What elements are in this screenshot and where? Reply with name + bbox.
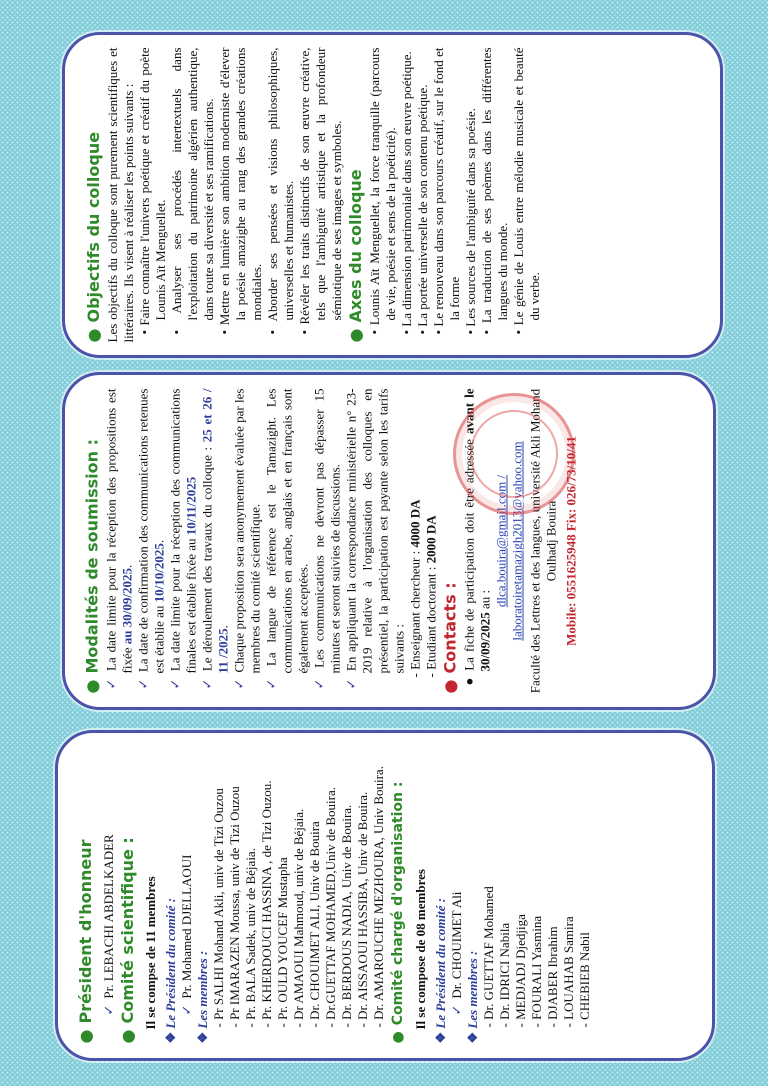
list-item: - Pr SALHI Mohand Akli, univ de Tizi Ouzou bbox=[211, 787, 226, 1027]
org-pres-label: Le Président du comité : bbox=[433, 897, 448, 1029]
list-item: • La traduction de ses poèmes dans les différentes langues du monde. bbox=[478, 47, 510, 335]
list-item: ✓La date limite pour la réception des communications finales est établie fixée au 10/11/2025 bbox=[167, 388, 199, 690]
submission-list bbox=[104, 389, 408, 694]
list-item: - Dr. AMAROUCHE MEZHOURA, Univ Bouira. bbox=[371, 765, 386, 1027]
objectives-intro: Les objectifs du colloque sont purement scientifiques et littéraires. Ils visent à réaliser les points suivants : bbox=[104, 47, 136, 343]
axes-list bbox=[367, 48, 543, 343]
org-pres-name: Dr. CHOUIMET Ali bbox=[449, 891, 464, 999]
fee1-label: Enseignant chercheur : bbox=[407, 547, 423, 670]
email-2[interactable]: laboratoiretamazigh2013@yahoo.com bbox=[509, 441, 525, 641]
list-item: - Pr. KHERDOUCI HASSINA , de Tizi Ouzou. bbox=[259, 779, 274, 1027]
org-members-list bbox=[481, 748, 593, 1043]
contact-text: ● La fiche de participation doit être adressée avant le 30/09/2025 au : bbox=[461, 388, 493, 686]
president-heading: ●Président d'honneur bbox=[76, 838, 95, 1043]
list-item: • Analyser ses procédés intertextuels dans l'exploitation du patrimoine algérien authentique, dans toute sa diversité et ses ramifications. bbox=[168, 47, 216, 335]
list-item: • Révéler les traits distinctifs de son œuvre créative, tels que l'ambiguïté artistique et la profondeur sémiotique de ses images et symboles. bbox=[296, 47, 344, 335]
list-item: ✓La date limite pour la réception des propositions est fixée au 30/09/2025. bbox=[103, 388, 135, 690]
org-members-label: Les membres : bbox=[465, 950, 480, 1029]
list-item: ✓Les communications ne devront pas dépasser 15 minutes et seront suivies de discussions. bbox=[311, 388, 343, 690]
sci-members-list bbox=[211, 748, 387, 1043]
panel-committees-content: ●Président d'honneur ✓Pr. LEBACHI ABDELKADER ●Comité scientifique : Il se compse de 11 membres ❖ Le Président du comité : ✓Pr. Mohamed DJELLAOUI ❖ Les membres : - Pr SALHI Mohand Akli, univ de Tizi Ouzou - Pr IMARAZEN Moussa, univ de Tizi Ouzou - Pr. BALA Sadek, univ de Béjaia. - Pr. KHERDOUCI HASSINA , de Tizi Ouzou. - Pr. OULD YOUCEF Mustapha - Dr AMAOUI Mahmoud, univ de Béjaia. - Dr. CHOUIMET ALI, Univ de Bouira - Dr.GUETTAF MOHAMED,Univ de Bouira. - Dr. BERDOUS NADIA, Univ de Bouira. - Dr. AISSAOUI HASSIBA, Univ de Bouira. - Dr. AMAROUCHE MEZHOURA, Univ Bouira. ●Comité chargé d'organisation : Il se compose de 08 membres ❖ Le Président du comité : ✓Dr. CHOUIMET Ali ❖ Les membres : - Dr. GUETTAF Mohamed - Dr. IDRICI Nabila - MEDJADJ Djedjiga - FOURALI Yasmina - DJABER Ibrahim - LOUAHAB Samira - CHEBIEB Nabil bbox=[75, 748, 695, 1043]
panel-committees bbox=[55, 730, 715, 1061]
list-item: • Lounis Aït Menguellet, la force tranquille (parcours de vie, poésie et sens de la poéticité). bbox=[366, 47, 398, 335]
faculty: Faculté des Lettres et des langues, université Akli Mohand Oulhadj Bouira bbox=[527, 388, 559, 694]
list-item: - Dr. IDRICI Nabila bbox=[497, 922, 512, 1027]
fee2-value: 2000 DA bbox=[423, 515, 439, 564]
axes-heading: ●Axes du colloque bbox=[345, 169, 365, 343]
list-item: - FOURALI Yasmina bbox=[529, 915, 544, 1027]
org-count: Il se compose de 08 membres bbox=[413, 868, 428, 1029]
list-item: - LOUAHAB Samira bbox=[561, 915, 576, 1027]
phone: Mobile: 0551625948 Fix: 026/73/10/41 bbox=[563, 436, 579, 646]
list-item: - Dr. BERDOUS NADIA, Univ de Bouira. bbox=[339, 804, 354, 1027]
list-item: ✓Le déroulement des travaux du colloque : 25 et 26 / 11 /2025. bbox=[199, 388, 231, 690]
list-item: ✓La langue de référence est le Tamazight. Les communications en arabe, anglais et en français sont également acceptées. bbox=[263, 388, 311, 690]
sci-members-label: Les membres : bbox=[195, 950, 210, 1029]
list-item: • Le génie de Louis entre mélodie musicale et beauté du verbe. bbox=[510, 47, 542, 335]
email-1[interactable]: dlca.bouira@gmail.com bbox=[493, 481, 509, 608]
list-item: • Mettre en lumière son ambition moderniste d'élever la poésie amazighe au rang des grandes créations mondiales. bbox=[216, 47, 264, 335]
list-item: • La dimension patrimoniale dans son œuvre poétique. bbox=[398, 51, 414, 335]
org-heading: ●Comité chargé d'organisation : bbox=[390, 781, 406, 1043]
list-item: • Aborder ses pensées et visions philosophiques, universelles et humanistes. bbox=[264, 47, 296, 335]
panel-submission bbox=[62, 372, 716, 710]
list-item: - Dr. AISSAOUI HASSIBA, Univ de Bouira. bbox=[355, 791, 370, 1027]
list-item: • La portée universelle de son contenu poétique. bbox=[414, 84, 430, 335]
fee2-label: Etudiant doctorant : bbox=[423, 563, 439, 670]
list-item: ✓En appliquant la correspondance ministérielle n° 23-2019 relative à l'organisation des colloques en présentiel, la participation est payante selon les tarifs suivants : bbox=[343, 388, 407, 690]
list-item: - Dr.GUETTAF MOHAMED,Univ de Bouira. bbox=[323, 786, 338, 1027]
fee1-value: 4000 DA bbox=[407, 499, 423, 548]
sci-pres-label: Le Président du comité : bbox=[163, 897, 178, 1029]
list-item: - MEDJADJ Djedjiga bbox=[513, 913, 528, 1027]
list-item: • Faire connaître l'univers poétique et créatif du poète Lounis Aït Menguellet. bbox=[136, 47, 168, 335]
list-item: - Dr. GUETTAF Mohamed bbox=[481, 885, 496, 1027]
list-item: • Les sources de l'ambiguïté dans sa poésie. bbox=[462, 108, 478, 335]
sci-heading: ●Comité scientifique : bbox=[118, 836, 137, 1043]
list-item: - Pr IMARAZEN Moussa, univ de Tizi Ouzou bbox=[227, 785, 242, 1027]
president-name: Pr. LEBACHI ABDELKADER bbox=[101, 833, 116, 999]
panel-objectives-content bbox=[83, 48, 703, 343]
list-item: - Pr. BALA Sadek, univ de Béjaia. bbox=[243, 847, 258, 1027]
list-item: • Le renouveau dans son parcours créatif, sur le fond et la forme bbox=[430, 47, 462, 335]
submission-heading: ●Modalités de soumission : bbox=[82, 438, 102, 694]
contacts-heading: ●Contacts : bbox=[440, 582, 460, 694]
list-item: - Dr AMAOUI Mahmoud, univ de Béjaia. bbox=[291, 808, 306, 1027]
list-item: ✓Chaque proposition sera anonymement évaluée par les membres du comité scientifique. bbox=[231, 388, 263, 690]
list-item: - CHEBIEB Nabil bbox=[577, 931, 592, 1027]
objectives-list bbox=[137, 48, 345, 343]
list-item: - DJABER Ibrahim bbox=[545, 925, 560, 1027]
list-item: - Dr. CHOUIMET ALI, Univ de Bouira bbox=[307, 820, 322, 1027]
objectives-heading: ●Objectifs du colloque bbox=[83, 131, 103, 343]
list-item: ✓La date de confirmation des communications retenues est établie au 10/10/2025. bbox=[135, 388, 167, 690]
panel-submission-content: ●Modalités de soumission : ✓La date limite pour la réception des propositions est fixée au 30/09/2025. ✓La date de confirmation des communications retenues est établie au 10/10/2025. ✓La date limite pour la réception des communications finales est établie fixée au 10/11/2025 ✓Le déroulement des travaux du colloque : 25 et 26 / 11 /2025. ✓Chaque proposition sera anonymement évaluée par les membres du comité scientifique. ✓La langue de référence est le Tamazight. Les communications en arabe, anglais et en français sont également acceptées. ✓Les communications ne devront pas dépasser 15 minutes et seront suivies de discussions. ✓En appliquant la correspondance ministérielle n° 23-2019 relative à l'organisation des colloques en présentiel, la participation est payante selon les tarifs suivants : - Enseignant chercheur : 4000 DA - Etudiant doctorant : 2000 DA ●Contacts : ● La fiche de participation doit être adressée avant le 30/09/2025 au : dlca.bouira@gmail.com / laboratoiretamazigh2013@yahoo.com Faculté des Lettres et des langues, université Akli Mohand Oulhadj Bouira Mobile: 0551625948 Fix: 026/73/10/41 bbox=[82, 388, 579, 694]
sci-pres-name: Pr. Mohamed DJELLAOUI bbox=[179, 854, 194, 999]
panel-objectives bbox=[62, 32, 723, 358]
list-item: - Pr. OULD YOUCEF Mustapha bbox=[275, 856, 290, 1027]
sci-count: Il se compse de 11 membres bbox=[143, 875, 158, 1029]
